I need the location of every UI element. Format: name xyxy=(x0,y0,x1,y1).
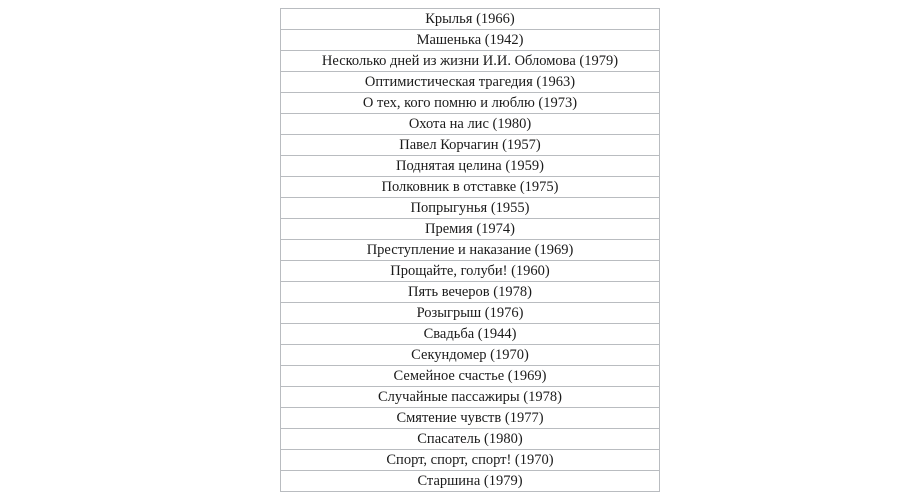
table-row xyxy=(281,303,660,324)
table-row xyxy=(281,30,660,51)
film-title-cell: Павел Корчагин (1957) xyxy=(281,135,660,156)
table-row xyxy=(281,114,660,135)
table-row xyxy=(281,345,660,366)
table-row xyxy=(281,177,660,198)
film-title-cell: Семейное счастье (1969) xyxy=(281,366,660,387)
film-title-cell: Охота на лис (1980) xyxy=(281,114,660,135)
film-title-cell: Розыгрыш (1976) xyxy=(281,303,660,324)
film-title-cell: Смятение чувств (1977) xyxy=(281,408,660,429)
film-title-cell: Секундомер (1970) xyxy=(281,345,660,366)
table-row xyxy=(281,93,660,114)
table-row xyxy=(281,156,660,177)
film-title-cell: Свадьба (1944) xyxy=(281,324,660,345)
table-row xyxy=(281,219,660,240)
table-row xyxy=(281,240,660,261)
film-title-cell: Несколько дней из жизни И.И. Обломова (1979) xyxy=(281,51,660,72)
film-title-cell: Пять вечеров (1978) xyxy=(281,282,660,303)
table-row xyxy=(281,429,660,450)
table-row xyxy=(281,135,660,156)
table-row xyxy=(281,198,660,219)
film-title-cell: Старшина (1979) xyxy=(281,471,660,492)
table-row xyxy=(281,9,660,30)
table-row xyxy=(281,387,660,408)
table-row xyxy=(281,324,660,345)
film-title-cell: Премия (1974) xyxy=(281,219,660,240)
film-title-cell: Спорт, спорт, спорт! (1970) xyxy=(281,450,660,471)
film-title-cell: Спасатель (1980) xyxy=(281,429,660,450)
table-row xyxy=(281,51,660,72)
film-title-cell: Прощайте, голуби! (1960) xyxy=(281,261,660,282)
table-row xyxy=(281,408,660,429)
film-title-cell: О тех, кого помню и люблю (1973) xyxy=(281,93,660,114)
table-row xyxy=(281,282,660,303)
film-title-cell: Оптимистическая трагедия (1963) xyxy=(281,72,660,93)
table-row xyxy=(281,72,660,93)
film-list-table xyxy=(280,8,660,492)
film-title-cell: Машенька (1942) xyxy=(281,30,660,51)
film-title-cell: Крылья (1966) xyxy=(281,9,660,30)
film-title-cell: Преступление и наказание (1969) xyxy=(281,240,660,261)
film-title-cell: Поднятая целина (1959) xyxy=(281,156,660,177)
table-row xyxy=(281,450,660,471)
table-row xyxy=(281,366,660,387)
table-row xyxy=(281,261,660,282)
table-row xyxy=(281,471,660,492)
film-list-body xyxy=(281,9,660,492)
film-title-cell: Полковник в отставке (1975) xyxy=(281,177,660,198)
film-title-cell: Попрыгунья (1955) xyxy=(281,198,660,219)
film-title-cell: Случайные пассажиры (1978) xyxy=(281,387,660,408)
